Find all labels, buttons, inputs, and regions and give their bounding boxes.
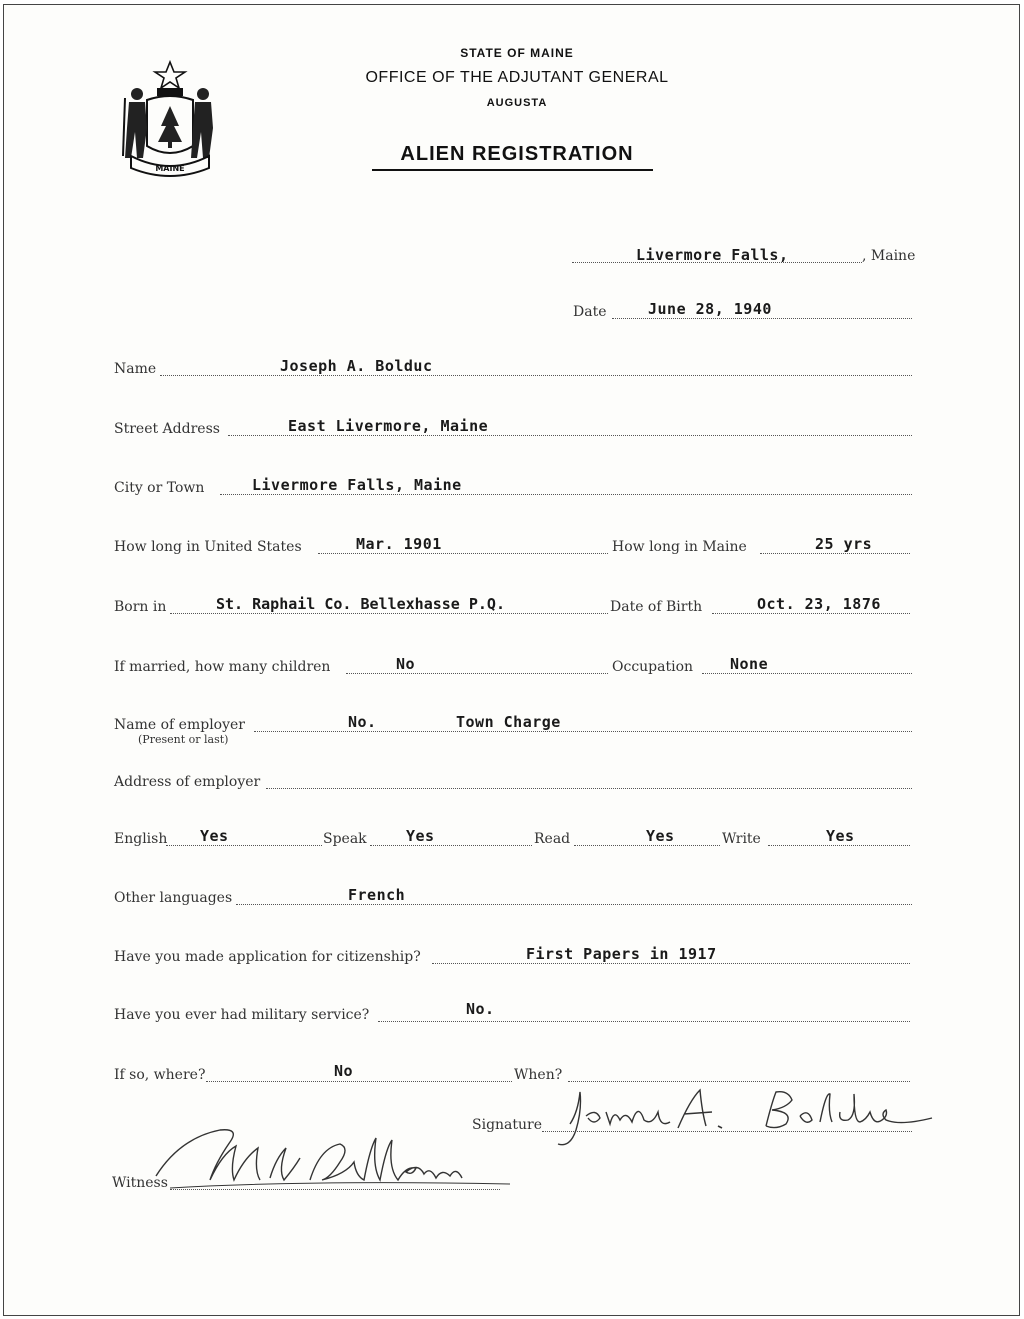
witness-label: Witness: [112, 1175, 168, 1191]
dob-value: Oct. 23, 1876: [757, 595, 881, 613]
where-line: [206, 1081, 512, 1082]
children-value: No: [396, 655, 416, 673]
dob-line: [712, 613, 910, 614]
city-line: [220, 494, 912, 495]
name-line: [160, 375, 912, 376]
witness-signature: [150, 1118, 530, 1200]
occupation-value: None: [730, 655, 769, 673]
citizenship-value: First Papers in 1917: [526, 945, 717, 963]
name-label: Name: [114, 361, 157, 377]
city-value: Livermore Falls, Maine: [252, 476, 462, 494]
when-label: When?: [514, 1067, 563, 1083]
children-line: [346, 673, 608, 674]
us-duration-value: Mar. 1901: [356, 535, 442, 553]
seal-name-text: MAINE: [155, 164, 185, 173]
name-value: Joseph A. Bolduc: [280, 357, 433, 375]
occupation-line: [702, 673, 912, 674]
header-state: STATE OF MAINE: [460, 46, 574, 60]
born-in-value: St. Raphail Co. Bellexhasse P.Q.: [216, 595, 505, 613]
employer-label: Name of employer: [114, 717, 245, 733]
date-line: [612, 318, 912, 319]
form-title: ALIEN REGISTRATION: [400, 143, 634, 165]
employer-value-1: No.: [348, 713, 377, 731]
date-value: June 28, 1940: [648, 300, 772, 318]
street-value: East Livermore, Maine: [288, 417, 489, 435]
children-label: If married, how many children: [114, 659, 331, 675]
speak-label: Speak: [323, 831, 367, 847]
date-label: Date: [573, 304, 607, 320]
employer-line: [254, 731, 912, 732]
us-duration-line: [318, 553, 608, 554]
other-languages-line: [236, 904, 912, 905]
title-underline: [372, 169, 653, 171]
us-duration-label: How long in United States: [114, 539, 302, 555]
maine-duration-value: 25 yrs: [815, 535, 873, 553]
where-label: If so, where?: [114, 1067, 206, 1083]
write-label: Write: [722, 831, 761, 847]
citizenship-line: [432, 963, 910, 964]
street-line: [228, 435, 912, 436]
employer-address-line: [266, 788, 912, 789]
write-line: [768, 845, 910, 846]
street-label: Street Address: [114, 421, 220, 437]
occupation-label: Occupation: [612, 659, 694, 675]
header-office: OFFICE OF THE ADJUTANT GENERAL: [365, 69, 669, 86]
english-value: Yes: [200, 827, 229, 845]
citizenship-label: Have you made application for citizenship?: [114, 949, 421, 965]
english-label: English: [114, 831, 168, 847]
born-in-line: [170, 613, 608, 614]
military-label: Have you ever had military service?: [114, 1007, 370, 1023]
handwritten-signature: [540, 1082, 940, 1154]
place-value: Livermore Falls,: [636, 246, 789, 264]
employer-value-2: Town Charge: [456, 713, 561, 731]
speak-line: [370, 845, 532, 846]
dob-label: Date of Birth: [610, 599, 703, 615]
employer-address-label: Address of employer: [114, 774, 261, 790]
where-value: No: [334, 1062, 354, 1080]
read-label: Read: [534, 831, 571, 847]
born-in-label: Born in: [114, 599, 167, 615]
read-line: [574, 845, 720, 846]
header-city: AUGUSTA: [486, 97, 548, 109]
write-value: Yes: [826, 827, 855, 845]
military-value: No.: [466, 1000, 495, 1018]
military-line: [378, 1021, 910, 1022]
other-languages-label: Other languages: [114, 890, 233, 906]
signature-label: Signature: [472, 1117, 543, 1133]
read-value: Yes: [646, 827, 675, 845]
maine-duration-line: [760, 553, 910, 554]
maine-duration-label: How long in Maine: [612, 539, 747, 555]
employer-sublabel: (Present or last): [138, 733, 229, 746]
other-languages-value: French: [348, 886, 406, 904]
english-line: [166, 845, 322, 846]
speak-value: Yes: [406, 827, 435, 845]
place-suffix: , Maine: [862, 248, 916, 264]
city-label: City or Town: [114, 480, 205, 496]
